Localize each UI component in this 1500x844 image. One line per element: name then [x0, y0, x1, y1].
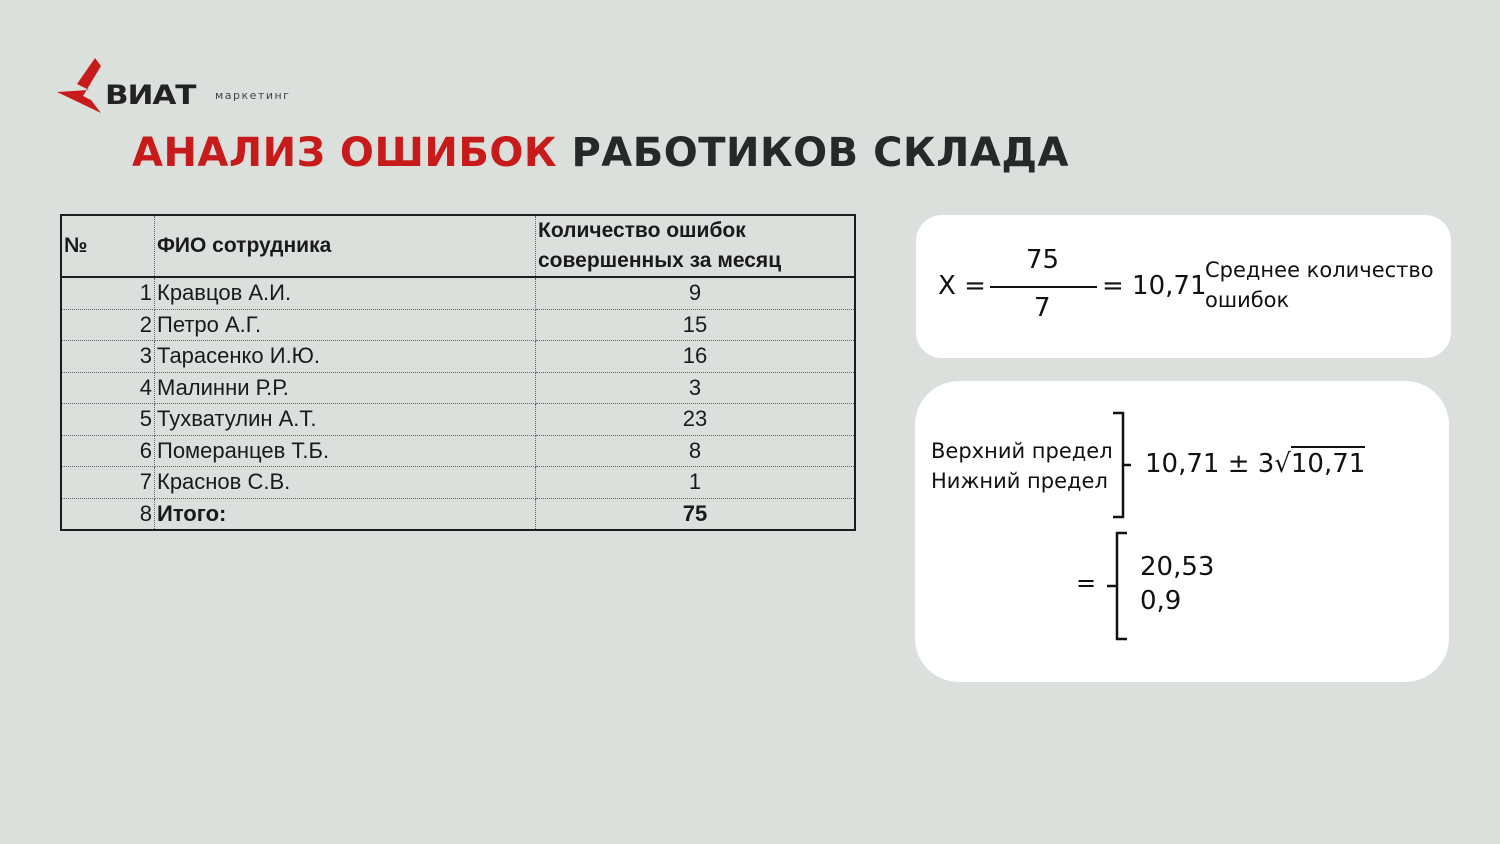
- header-count: [536, 215, 856, 277]
- row-name: Померанцев Т.Б.: [155, 435, 536, 467]
- row-name: Тарасенко И.Ю.: [155, 341, 536, 373]
- row-count: 16: [536, 341, 856, 373]
- row-count: 9: [536, 277, 856, 309]
- table-header-row: [61, 215, 855, 277]
- limits-formula-card: [915, 381, 1449, 682]
- row-number: 8: [61, 498, 155, 530]
- row-number: 2: [61, 309, 155, 341]
- lower-limit-value: 0,9: [1140, 586, 1182, 616]
- total-count: 75: [682, 500, 708, 526]
- row-name: Краснов С.В.: [155, 467, 536, 499]
- lower-limit-label: Нижний предел: [931, 469, 1108, 493]
- total-label: Итого:: [155, 498, 536, 530]
- row-number: 1: [61, 277, 155, 309]
- row-name: Тухватулин А.Т.: [155, 404, 536, 436]
- row-count: 8: [536, 435, 856, 467]
- row-count: 15: [536, 309, 856, 341]
- errors-table: [60, 214, 856, 531]
- mean-denominator: 7: [1034, 293, 1051, 323]
- mean-caption-line1: Среднее количество: [1205, 258, 1434, 282]
- upper-limit-value: 20,53: [1140, 552, 1215, 582]
- title-dark-part: РАБОТИКОВ СКЛАДА: [571, 130, 1069, 176]
- mean-result: = 10,71: [1102, 271, 1207, 301]
- upper-limit-label: Верхний предел: [931, 439, 1113, 463]
- row-count: 1: [536, 467, 856, 499]
- row-count: 3: [536, 372, 856, 404]
- left-brace-icon: [1101, 531, 1131, 643]
- table-row: [61, 309, 855, 341]
- table-row: [61, 435, 855, 467]
- expression-base: 10,71 ± 3√: [1145, 449, 1291, 479]
- table-row: [61, 467, 855, 499]
- row-name: Малинни Р.Р.: [155, 372, 536, 404]
- header-number: №: [61, 215, 155, 277]
- table-total-row: [61, 498, 855, 530]
- header-count-line2: совершенных за месяц: [538, 249, 782, 272]
- fraction-bar: [990, 286, 1097, 288]
- row-count: 23: [536, 404, 856, 436]
- right-brace-icon: [1111, 411, 1141, 521]
- lightning-logo-icon: [55, 56, 105, 116]
- limits-expression: [1145, 449, 1365, 479]
- row-number: 4: [61, 372, 155, 404]
- equals-sign: =: [1076, 569, 1097, 597]
- brand-logo: [55, 56, 315, 116]
- table-row: [61, 341, 855, 373]
- mean-caption-line2: ошибок: [1205, 288, 1290, 312]
- title-red-part: АНАЛИЗ ОШИБОК: [132, 130, 558, 176]
- row-number: 5: [61, 404, 155, 436]
- mean-lhs: X =: [938, 271, 986, 301]
- header-name: ФИО сотрудника: [155, 215, 536, 277]
- row-name: Кравцов А.И.: [155, 277, 536, 309]
- mean-formula-card: [916, 215, 1451, 358]
- table-row: [61, 372, 855, 404]
- row-name: Петро А.Г.: [155, 309, 536, 341]
- logo-wordmark: ВИАТ: [105, 80, 196, 111]
- page-title: [132, 130, 1069, 176]
- logo-subtext: маркетинг: [215, 89, 291, 102]
- mean-numerator: 75: [1026, 245, 1060, 275]
- table-row: [61, 404, 855, 436]
- row-number: 6: [61, 435, 155, 467]
- row-number: 7: [61, 467, 155, 499]
- expression-radicand: 10,71: [1291, 446, 1365, 479]
- table-row: [61, 277, 855, 309]
- header-count-line1: Количество ошибок: [538, 219, 746, 242]
- row-number: 3: [61, 341, 155, 373]
